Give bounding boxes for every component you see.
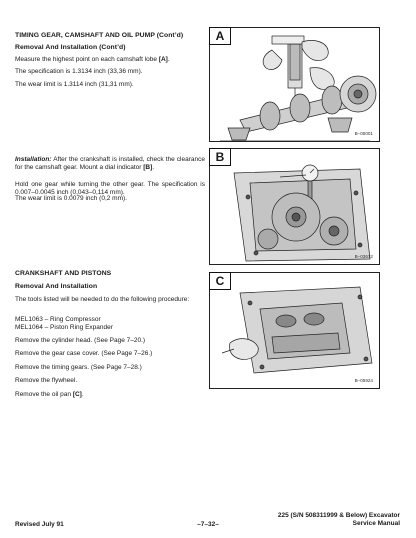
paragraph-end: . [167,56,170,63]
paragraph-wear-limit-2: The wear limit is 0.0079 inch (0,2 mm). [15,195,127,202]
paragraph-wear-limit: The wear limit is 1.3114 inch (31,31 mm). [15,81,134,88]
footer-manual-info [278,512,400,529]
figure-ref-c: [C] [72,391,82,398]
installation-text: After the crankshaft is installed, check the clearance for the camshaft gear. Mount a dial indicator [15,156,205,171]
footer-page-number: –7–32– [197,521,219,528]
section-subtitle-removal: Removal And Installation (Cont’d) [15,44,126,51]
step-remove-timing-gears: Remove the timing gears. (See Page 7–28.) [15,364,142,371]
oil-pan-removal-illustration [210,273,381,390]
figure-code-b: B–03672 [354,254,373,260]
section-subtitle-removal-2: Removal And Installation [15,283,98,290]
dial-indicator-illustration [210,149,381,266]
paragraph-tools: The tools listed will be needed to do the following procedure: [15,296,190,303]
figure-b [209,148,380,265]
figure-code-a: B–05001 [354,131,373,137]
footer-manual: Service Manual [352,520,400,528]
footer-revised: Revised July 91 [15,521,64,528]
figure-a [209,27,380,142]
paragraph-installation [15,156,205,172]
figure-label-b: B [209,148,231,166]
figure-ref-a: [A] [158,56,168,63]
tool-ring-expander: MEL1064 – Piston Ring Expander [15,324,113,331]
step-text: Remove the oil pan [15,391,73,398]
step-remove-cylinder-head: Remove the cylinder head. (See Page 7–20.) [15,337,146,344]
section-title-crankshaft: CRANKSHAFT AND PISTONS [15,270,112,277]
figure-ref-b: [B] [143,163,153,171]
step-remove-gear-case: Remove the gear case cover. (See Page 7–26.) [15,350,153,357]
paragraph-text: Measure the highest point on each camshaft lobe [15,56,159,63]
figure-label-a: A [209,27,231,45]
figure-c [209,272,380,389]
figure-code-c: B–05924 [354,378,373,384]
tool-ring-compressor: MEL1063 – Ring Compressor [15,316,101,323]
section-title-timing-gear: TIMING GEAR, CAMSHAFT AND OIL PUMP (Cont’d) [15,32,184,39]
paragraph-end: . [152,163,155,171]
footer-model: 225 (S/N 508311999 & Below) Excavator [277,512,400,519]
paragraph-specification: The specification is 1.3134 inch (33,36 mm). [15,68,143,75]
figure-label-c: C [209,272,231,290]
step-remove-oil-pan [15,391,205,399]
camshaft-measurement-illustration [210,28,381,143]
step-end: . [81,391,84,398]
paragraph-hold-gear: Hold one gear while turning the other gear. The specification is 0.007–0.0045 inch (0,043–0,114 mm). [15,181,205,196]
step-remove-flywheel: Remove the flywheel. [15,377,78,384]
installation-lead: Installation: [15,156,52,163]
paragraph-measure-lobe [15,56,205,64]
